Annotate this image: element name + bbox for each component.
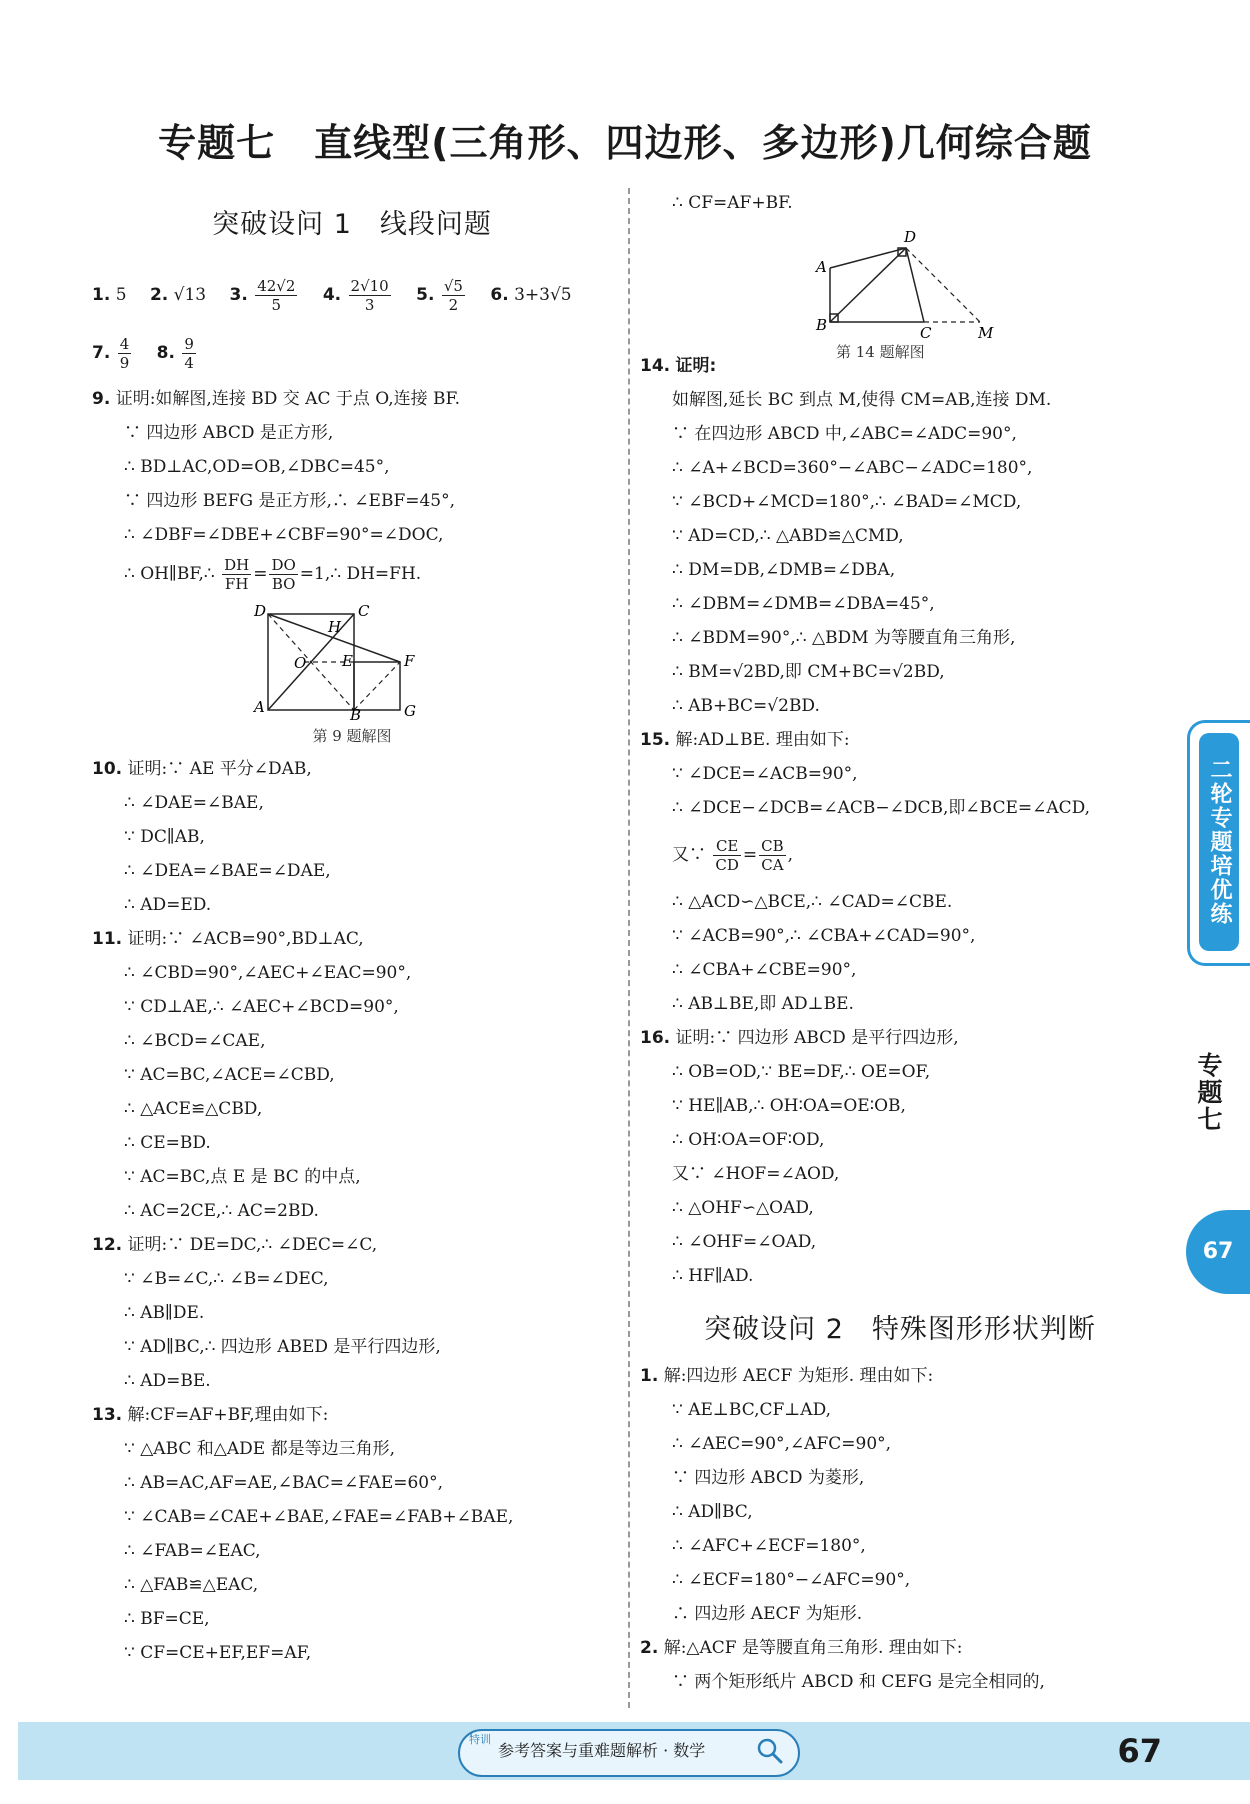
footer-text: 参考答案与重难题解析 · 数学 <box>498 1741 706 1760</box>
question-11: 11. 证明:∵ ∠ACB=90°,BD⊥AC, ∴ ∠CBD=90°,∠AEC+∠EAC=90°, ∵ CD⊥AE,∴ ∠AEC+∠BCD=90°, ∴ ∠BCD=∠CAE, ∵ AC=BC,∠ACE=∠CBD, ∴ △ACE≌△CBD, ∴ CE=BD. ∵ AC=BC,点 E 是 BC 的中点, ∴ AC=2CE,∴ AC=2BD. <box>92 929 412 1221</box>
figure-9-diagram <box>92 602 612 720</box>
left-column <box>92 196 612 1670</box>
fig9-label-b: B <box>350 706 362 720</box>
fig9-label-e: E <box>342 652 353 670</box>
fig9-label-g: G <box>404 702 416 720</box>
fig9-label-o: O <box>294 654 307 672</box>
figure-9-caption: 第 9 题解图 <box>312 727 392 745</box>
section-heading-2: 突破设问 2 特殊图形形状判断 <box>704 1314 1096 1345</box>
fig14-label-c: C <box>920 324 932 338</box>
section2-question-1: 1. 解:四边形 AECF 为矩形. 理由如下: ∵ AE⊥BC,CF⊥AD, ∴ ∠AEC=90°,∠AFC=90°, ∵ 四边形 ABCD 为菱形, ∴ AD∥BC, ∴ ∠AFC+∠ECF=180°, ∴ ∠ECF=180°−∠AFC=90°, ∴ 四边形 AECF 为矩形. <box>640 1366 934 1624</box>
page-title: 专题七 直线型(三角形、四边形、多边形)几何综合题 <box>158 121 1092 165</box>
footer-page-number: 67 <box>1117 1732 1162 1770</box>
question-12: 12. 证明:∵ DE=DC,∴ ∠DEC=∠C, ∵ ∠B=∠C,∴ ∠B=∠DEC, ∴ AB∥DE. ∵ AD∥BC,∴ 四边形 ABED 是平行四边形, ∴ AD=BE. <box>92 1235 441 1391</box>
question-14: 14. 证明: 第 14 题解图 如解图,延长 BC 到点 M,使得 CM=AB,连接 DM. ∵ 在四边形 ABCD 中,∠ABC=∠ADC=90°, ∴ ∠A+∠BCD=360°−∠ABC−∠ADC=180°, ∵ ∠BCD+∠MCD=180°,∴ ∠BAD=∠MCD, ∵ AD=CD,∴ △ABD≌△CMD, ∴ DM=DB,∠DMB=∠DBA, ∴ ∠DBM=∠DMB=∠DBA=45°, ∴ ∠BDM=90°,∴ △BDM 为等腰直角三角形, ∴ BM=√2BD,即 CM+BC=√2BD, ∴ AB+BC=√2BD. <box>640 349 1160 723</box>
question-15: 15. 解:AD⊥BE. 理由如下: ∵ ∠DCE=∠ACB=90°, ∴ ∠DCE−∠DCB=∠ACB−∠DCB,即∠BCE=∠ACD, 又∵ $\frac{CE}{CD}$ = $\frac{CB}{CA}$ , ∴ △ACD∽△BCE,∴ ∠CAD=∠CBE. ∵ ∠ACB=90°,∴ ∠CBA+∠CAD=90°, ∴ ∠CBA+∠CBE=90°, ∴ AB⊥BE,即 AD⊥BE. <box>640 730 1091 1014</box>
column-divider <box>628 188 630 1708</box>
answers-row-2: 7. $\frac{4}{9}$ 8. $\frac{9}{4}$ <box>92 335 194 372</box>
figure-9 <box>92 602 612 746</box>
section-heading-1: 突破设问 1 线段问题 <box>212 209 492 240</box>
section2-question-2: 2. 解:△ACF 是等腰直角三角形. 理由如下: ∵ 两个矩形纸片 ABCD 和 CEFG 是完全相同的, <box>640 1638 1045 1692</box>
fig9-label-c: C <box>358 602 370 620</box>
search-icon <box>756 1737 784 1765</box>
side-tab <box>1187 720 1250 966</box>
right-column <box>640 186 1160 1699</box>
side-tab-label: 二轮专题培优练 <box>1199 733 1239 951</box>
side-page-number: 67 <box>1186 1210 1250 1294</box>
question-10: 10. 证明:∵ AE 平分∠DAB, ∴ ∠DAE=∠BAE, ∵ DC∥AB, ∴ ∠DEA=∠BAE=∠DAE, ∴ AD=ED. <box>92 759 331 915</box>
question-16: 16. 证明:∵ 四边形 ABCD 是平行四边形, ∴ OB=OD,∵ BE=DF,∴ OE=OF, ∵ HE∥AB,∴ OH∶OA=OE∶OB, ∴ OH∶OA=OF∶OD, 又∵ ∠HOF=∠AOD, ∴ △OHF∽△OAD, ∴ ∠OHF=∠OAD, ∴ HF∥AD. <box>640 1028 959 1286</box>
q13-continuation: ∴ CF=AF+BF. <box>672 193 793 213</box>
fig9-label-a: A <box>254 698 265 716</box>
fig14-label-m: M <box>978 324 994 338</box>
figure-14-diagram <box>640 226 1160 338</box>
side-chapter-label: 专题七 <box>1194 1052 1223 1133</box>
answers-row-1: 1. 5 2. √13 3. $\frac{42√2}{5}$ 4. $\frac{2√10}{3}$ 5. $\frac{√5}{2}$ 6. 3+3√5 <box>92 277 572 314</box>
figure-14-caption: 第 14 题解图 <box>836 343 925 361</box>
fig14-label-b: B <box>816 316 828 334</box>
figure-14 <box>640 226 1160 343</box>
fig9-label-f: F <box>404 652 415 670</box>
fig9-label-h: H <box>328 618 342 636</box>
question-9: 9. 证明:如解图,连接 BD 交 AC 于点 O,连接 BF. ∵ 四边形 ABCD 是正方形, ∴ BD⊥AC,OD=OB,∠DBC=45°, ∵ 四边形 BEFG 是正方形,∴ ∠EBF=45°, ∴ ∠DBF=∠DBE+∠CBF=90°=∠DOC, ∴ OH∥BF,∴ $\frac{DH}{FH}$ = $\frac{DO}{BO}$ =1,∴ DH=FH. D C H O E F A B G 第 9 题解图 <box>92 382 612 746</box>
fig14-label-a: A <box>816 258 827 276</box>
question-13: 13. 解:CF=AF+BF,理由如下: ∵ △ABC 和△ADE 都是等边三角形, ∴ AB=AC,AF=AE,∠BAC=∠FAE=60°, ∵ ∠CAB=∠CAE+∠BAE,∠FAE=∠FAB+∠BAE, ∴ ∠FAB=∠EAC, ∴ △FAB≌△EAC, ∴ BF=CE, ∵ CF=CE+EF,EF=AF, <box>92 1405 514 1663</box>
fig14-label-d: D <box>904 228 917 246</box>
footer-logo: 特训 <box>469 1733 491 1746</box>
fig9-label-d: D <box>254 602 267 620</box>
